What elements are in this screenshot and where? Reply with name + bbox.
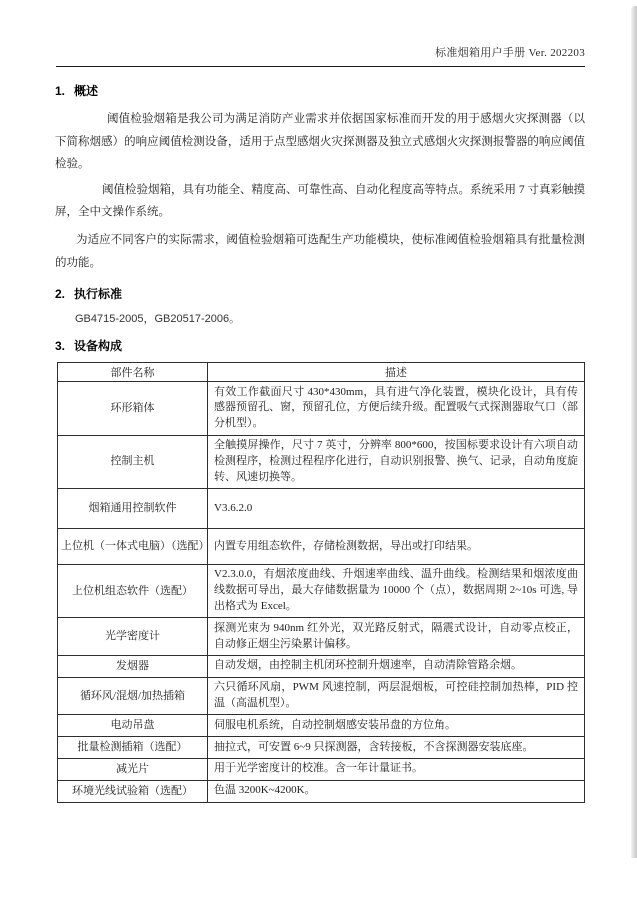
- component-name-cell: 烟箱通用控制软件: [58, 488, 208, 528]
- section-1-number: 1.: [55, 84, 66, 98]
- component-name-cell: 环境光线试验箱（选配）: [58, 780, 208, 802]
- table-row: [58, 528, 585, 564]
- table-row: [58, 780, 585, 802]
- section-1-paragraph-1: 阈值检验烟箱是我公司为满足消防产业需求并依据国家标准而开发的用于感烟火灾探测器（以下简称烟感）的响应阈值检测设备，适用于点型感烟火灾探测器及独立式感烟火灾探测报警器的响应阈值检验。: [55, 113, 585, 171]
- component-name-cell: 环形箱体: [58, 382, 208, 435]
- page-content: [55, 0, 585, 803]
- component-desc-cell: 色温 3200K~4200K。: [208, 780, 585, 802]
- standards-text: GB4715-2005，GB20517-2006。: [75, 313, 241, 326]
- table-header-desc: 描述: [208, 363, 585, 382]
- component-name-cell: 上位机组态软件（选配）: [58, 564, 208, 617]
- table-row: [58, 618, 585, 656]
- section-1-heading: [55, 84, 585, 99]
- component-desc-cell: 用于光学密度计的校准。含一年计量证书。: [208, 758, 585, 780]
- components-table: [57, 362, 585, 802]
- component-desc-cell: 全触摸屏操作，尺寸 7 英寸，分辨率 800*600，按国标要求设计有六项自动检测程序，检测过程程序化进行，自动识别报警、换气、记录，自动角度旋转、风速切换等。: [208, 435, 585, 488]
- section-1-paragraph-3: 为适应不同客户的实际需求，阈值检验烟箱可选配生产功能模块，使标准阈值检验烟箱具有批量检测的功能。: [55, 233, 585, 269]
- component-name-cell: 上位机（一体式电脑）（选配）: [58, 528, 208, 564]
- component-name-cell: 发烟器: [58, 655, 208, 677]
- table-row: [58, 435, 585, 488]
- table-row: [58, 488, 585, 528]
- page-edge-shadow: [631, 6, 637, 858]
- document-header-title: 标准烟箱用户手册 Ver. 202203: [435, 47, 585, 59]
- component-desc-cell: 六只循环风扇，PWM 风速控制，两层混烟板，可控硅控制加热棒，PID 控温（高温机型）。: [208, 677, 585, 715]
- component-name-cell: 电动吊盘: [58, 715, 208, 737]
- table-row: [58, 677, 585, 715]
- component-name-cell: 控制主机: [58, 435, 208, 488]
- table-header-row: [58, 363, 585, 382]
- component-name-cell: 光学密度计: [58, 618, 208, 656]
- table-row: [58, 564, 585, 617]
- component-desc-cell: V3.6.2.0: [208, 488, 585, 528]
- component-desc-cell: 有效工作截面尺寸 430*430mm，具有进气净化装置，模块化设计，具有传感器预留孔、窗，预留孔位，方便后续升级。配置吸气式探测器取气口（部分机型）。: [208, 382, 585, 435]
- section-1-paragraph-2: 阈值检验烟箱，具有功能全、精度高、可靠性高、自动化程度高等特点。系统采用 7 寸真彩触摸屏，全中文操作系统。: [55, 183, 585, 219]
- table-header-name: 部件名称: [58, 363, 208, 382]
- component-desc-cell: V2.3.0.0，有烟浓度曲线、升烟速率曲线、温升曲线。检测结果和烟浓度曲线数据可导出，最大存储数据量为 10000 个（点），数据周期 2~10s 可选, 导出格式为 Excel。: [208, 564, 585, 617]
- component-desc-cell: 抽拉式，可安置 6~9 只探测器，含转接板，不含探测器安装底座。: [208, 737, 585, 759]
- table-row: [58, 715, 585, 737]
- component-desc-cell: 内置专用组态软件，存储检测数据，导出或打印结果。: [208, 528, 585, 564]
- component-name-cell: 循环风/混烟/加热插箱: [58, 677, 208, 715]
- table-row: [58, 655, 585, 677]
- section-2-heading: [55, 287, 585, 302]
- section-1-title: 概述: [74, 84, 99, 98]
- table-row: [58, 382, 585, 435]
- component-desc-cell: 探测光束为 940nm 红外光，双光路反射式，隔震式设计，自动零点校正，自动修正烟尘污染累计偏移。: [208, 618, 585, 656]
- component-desc-cell: 自动发烟，由控制主机闭环控制升烟速率，自动清除管路余烟。: [208, 655, 585, 677]
- table-row: [58, 737, 585, 759]
- section-3-title: 设备构成: [74, 339, 123, 354]
- component-name-cell: 减光片: [58, 758, 208, 780]
- table-row: [58, 758, 585, 780]
- section-2-number: 2.: [55, 287, 66, 302]
- component-name-cell: 批量检测插箱（选配）: [58, 737, 208, 759]
- section-3-number: 3.: [55, 339, 66, 354]
- component-desc-cell: 伺服电机系统，自动控制烟感安装吊盘的方位角。: [208, 715, 585, 737]
- section-3-heading: [55, 339, 585, 354]
- header-rule: [56, 66, 585, 67]
- section-2-title: 执行标准: [74, 287, 123, 302]
